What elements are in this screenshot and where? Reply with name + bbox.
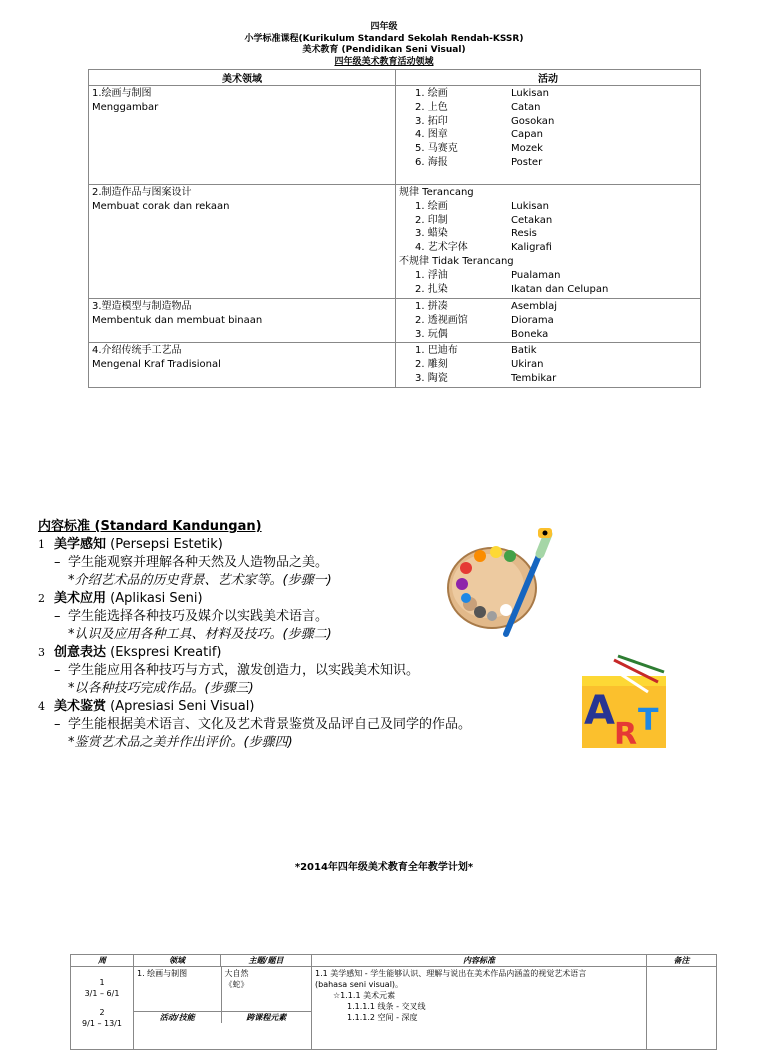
activity-cn: 5. 马赛克 (415, 143, 458, 155)
activity-cn: 2. 雕刻 (415, 359, 448, 371)
activity-cn: 2. 上色 (415, 101, 448, 113)
table-row (89, 86, 701, 185)
activity-ms: Catan (511, 101, 541, 113)
activity-cn: 3. 蜡染 (415, 228, 448, 240)
content-line: 1.1.1.1 线条 - 交叉线 (347, 1002, 426, 1011)
activity-cn: 1. 绘画 (415, 88, 448, 99)
week-number: 1 (99, 978, 105, 987)
content-line: (bahasa seni visual)。 (315, 980, 404, 989)
week-date: 3/1 – 6/1 (84, 989, 120, 998)
activity-ms: Pualaman (511, 269, 561, 281)
header-line-4: 四年级美术教育活动领域 (334, 57, 434, 67)
column-header-content: 内容标准 (312, 955, 647, 967)
svg-text:A: A (584, 688, 615, 734)
standard-description: 学生能应用各种技巧与方式，激发创造力，以实践美术知识。 (68, 663, 420, 678)
activity-ms: Mozek (511, 143, 543, 155)
activity-ms: Lukisan (511, 88, 549, 99)
area-name-ms: Mengenal Kraf Tradisional (92, 359, 221, 371)
header-line-1: 四年级 (370, 22, 398, 32)
activity-cn: 6. 海报 (415, 156, 448, 168)
activity-cn: 1. 绘画 (415, 200, 448, 212)
table-row (89, 343, 701, 387)
activity-cn: 2. 印制 (415, 214, 448, 226)
dash: – (54, 555, 61, 570)
header-line-2: 小学标准课程(Kurikulum Standard Sekolah Rendah-KSSR) (244, 34, 524, 44)
column-header-activity: 活动 (396, 70, 701, 86)
standard-step: *认识及应用各种工具、材料及技巧。(步骤二) (68, 627, 332, 642)
activity-ms: Ikatan dan Celupan (511, 283, 609, 295)
svg-text:T: T (638, 703, 659, 738)
art-letters-icon (578, 652, 668, 750)
column-header-area: 美术领域 (89, 70, 396, 86)
activity-ms: Ukiran (511, 359, 544, 371)
column-header-remarks: 备注 (647, 955, 717, 967)
standard-item (38, 644, 471, 662)
plan-topic: 《蛇》 (224, 980, 249, 989)
activity-ms: Lukisan (511, 200, 549, 212)
activity-ms: Capan (511, 129, 543, 141)
activity-cn: 2. 透视画馆 (415, 314, 468, 326)
content-line: ☆1.1.1 美术元素 (333, 991, 396, 1000)
activity-ms: Resis (511, 228, 537, 240)
standard-name-ms: (Ekspresi Kreatif) (106, 645, 222, 660)
activity-cn: 1. 拼凑 (415, 301, 448, 312)
standard-item (38, 590, 471, 608)
table-row (71, 967, 717, 1050)
content-standards (38, 518, 471, 752)
standard-number: 4 (38, 700, 45, 713)
standard-description: 学生能选择各种技巧及媒介以实践美术语言。 (68, 609, 329, 624)
dash: – (54, 717, 61, 732)
art-areas-table (88, 69, 701, 388)
standard-name-ms: (Aplikasi Seni) (106, 591, 203, 606)
standard-number: 1 (38, 538, 45, 551)
standard-name-cn: 美术应用 (54, 591, 107, 606)
yearly-plan-table (70, 954, 717, 1050)
activity-subheading: 不规律 Tidak Terancang (399, 255, 514, 267)
activity-ms: Boneka (511, 328, 549, 340)
standard-step: *以各种技巧完成作品。(步骤三) (68, 681, 254, 696)
standard-description: 学生能根据美术语言、文化及艺术背景鉴赏及品评自己及同学的作品。 (68, 717, 472, 732)
content-line: 1.1 美学感知 - 学生能够认识、理解与说出在美术作品内涵盖的视觉艺术语言 (315, 969, 587, 978)
cross-curricular-label: 跨课程元素 (221, 1012, 311, 1024)
plan-area: 1. 绘画与制图 (134, 967, 221, 1012)
area-name-ms: Membentuk dan membuat binaan (92, 314, 263, 326)
activity-cn: 3. 陶瓷 (415, 372, 448, 384)
standard-name-cn: 创意表达 (54, 645, 107, 660)
dash: – (54, 663, 61, 678)
activity-cn: 4. 图章 (415, 129, 448, 141)
table-row (89, 299, 701, 343)
standards-title: 内容标准 (Standard Kandungan) (38, 519, 262, 534)
activity-cn: 4. 艺术字体 (415, 242, 468, 254)
week-date: 9/1 – 13/1 (82, 1019, 122, 1028)
area-name-ms: Menggambar (92, 101, 159, 113)
column-header-week: 周 (71, 955, 134, 967)
standard-number: 2 (38, 592, 45, 605)
activity-ms: Tembikar (511, 372, 557, 384)
dash: – (54, 609, 61, 624)
standard-step: *介绍艺术品的历史背景、艺术家等。(步骤一) (68, 573, 332, 588)
svg-text:R: R (614, 717, 638, 750)
activity-cn: 3. 拓印 (415, 115, 448, 127)
activity-ms: Batik (511, 345, 537, 357)
activity-ms: Diorama (511, 314, 554, 326)
column-header-theme: 主题/题目 (221, 955, 312, 967)
activity-cn: 2. 扎染 (415, 283, 448, 295)
activity-cn: 1. 浮油 (415, 269, 448, 281)
activity-ms: Poster (511, 156, 543, 168)
activity-ms: Kaligrafi (511, 242, 552, 254)
table-row (89, 185, 701, 299)
activity-subheading: 规律 Terancang (399, 187, 474, 198)
area-name-cn: 3.塑造模型与制造物品 (92, 301, 192, 312)
plan-theme: 大自然 (224, 969, 249, 978)
standard-name-cn: 美术鉴赏 (54, 699, 107, 714)
area-name-cn: 4.介绍传统手工艺品 (92, 345, 182, 357)
content-line: 1.1.1.2 空间 - 深度 (347, 1013, 418, 1022)
column-header-area: 领域 (134, 955, 221, 967)
standard-name-cn: 美学感知 (54, 537, 107, 552)
standard-item (38, 698, 471, 716)
area-name-cn: 2.制造作品与图案设计 (92, 187, 192, 198)
header-line-3: 美术教育 (Pendidikan Seni Visual) (302, 45, 466, 55)
activity-ms: Asemblaj (511, 301, 557, 312)
standard-item (38, 536, 471, 554)
standard-step: *鉴赏艺术品之美并作出评价。(步骤四) (68, 735, 293, 750)
standard-description: 学生能观察并理解各种天然及人造物品之美。 (68, 555, 329, 570)
standard-name-ms: (Persepsi Estetik) (106, 537, 223, 552)
area-name-cn: 1.绘画与制图 (92, 88, 152, 99)
activity-ms: Cetakan (511, 214, 553, 226)
palette-icon (446, 526, 556, 638)
activity-cn: 3. 玩偶 (415, 328, 448, 340)
standard-number: 3 (38, 646, 45, 659)
plan-title: *2014年四年级美术教育全年教学计划* (294, 862, 474, 873)
week-number: 2 (99, 1008, 105, 1017)
activity-cn: 1. 巴迪布 (415, 345, 458, 357)
area-name-ms: Membuat corak dan rekaan (92, 200, 230, 212)
activity-skill-label: 活动/技能 (134, 1012, 221, 1024)
activity-ms: Gosokan (511, 115, 555, 127)
standard-name-ms: (Apresiasi Seni Visual) (106, 699, 255, 714)
